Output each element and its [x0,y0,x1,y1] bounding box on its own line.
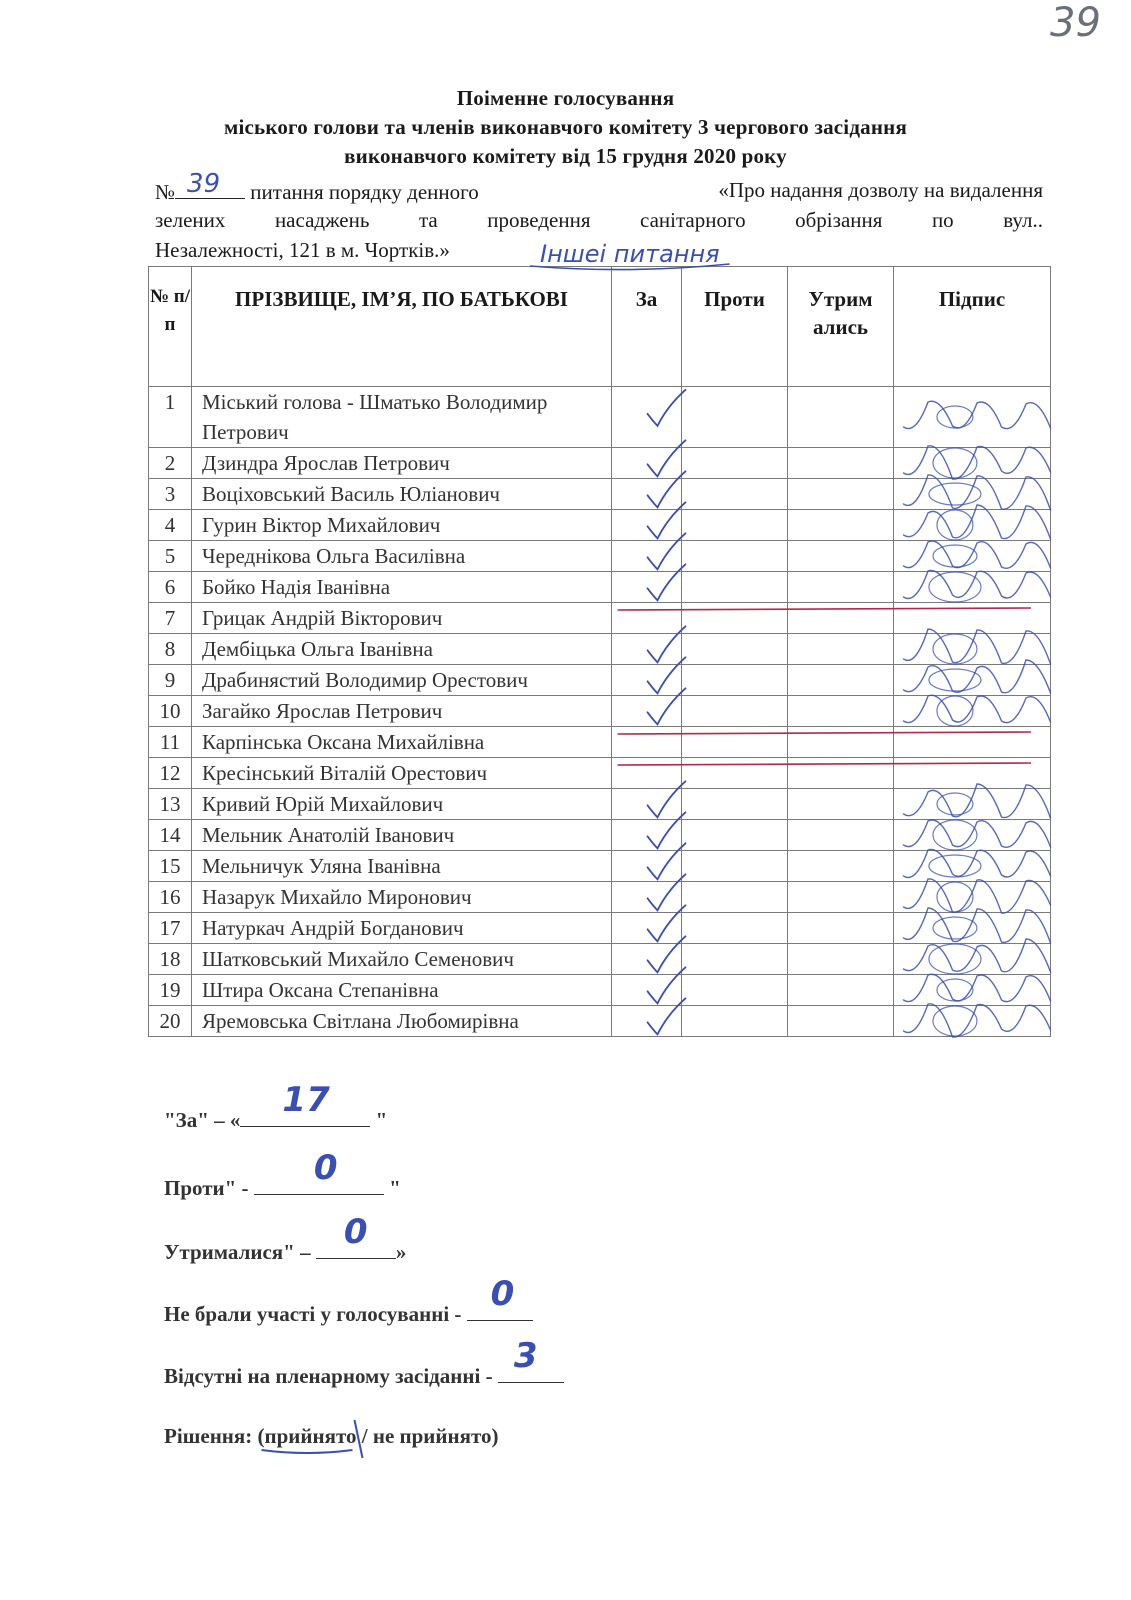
column-header-abstained: Утрим ались [788,267,894,387]
row-number: 8 [149,634,192,665]
vote-for-cell [612,510,682,541]
vote-against-cell [682,696,788,727]
table-row [149,789,1051,820]
row-number: 1 [149,387,192,448]
vote-abstained-cell [788,448,894,479]
vote-against-cell [682,479,788,510]
member-name: Кривий Юрій Михайлович [192,789,612,820]
table-row [149,913,1051,944]
question-word: та [418,208,438,232]
vote-for-cell [612,572,682,603]
member-name: Шатковський Михайло Семенович [192,944,612,975]
vote-abstained-cell [788,944,894,975]
column-header-for: За [612,267,682,387]
row-number: 4 [149,510,192,541]
summary-abstained-label-close: » [395,1240,407,1264]
member-name: Воціховський Василь Юліанович [192,479,612,510]
row-number: 12 [149,758,192,789]
row-number: 16 [149,882,192,913]
row-number: 19 [149,975,192,1006]
table-row [149,634,1051,665]
member-name: Загайко Ярослав Петрович [192,696,612,727]
table-body [149,387,1051,1037]
vote-against-cell [682,603,788,634]
member-name: Дзиндра Ярослав Петрович [192,448,612,479]
signature-cell [894,696,1051,727]
vote-against-cell [682,1006,788,1037]
column-header-full-name: ПРІЗВИЩЕ, ІМ’Я, ПО БАТЬКОВІ [192,267,612,387]
vote-against-cell [682,851,788,882]
question-word: насаджень [274,208,370,232]
vote-for-cell [612,448,682,479]
question-label: питання порядку денного [250,180,479,204]
document-subtitle-2: виконавчого комітету від 15 грудня 2020 року [344,144,787,168]
summary-not-voted-value: 0 [490,1274,515,1314]
row-number: 17 [149,913,192,944]
summary-for-value: 17 [282,1080,330,1120]
row-number: 14 [149,820,192,851]
summary-against-blank [254,1148,384,1195]
summary-for-label-close: " [375,1108,388,1132]
question-line-1 [155,169,1043,206]
row-number: 7 [149,603,192,634]
vote-abstained-cell [788,572,894,603]
signature-cell [894,387,1051,448]
vote-against-cell [682,448,788,479]
vote-against-cell [682,665,788,696]
vote-against-cell [682,727,788,758]
table-row [149,882,1051,913]
signature-cell [894,882,1051,913]
member-name: Мельник Анатолій Іванович [192,820,612,851]
table-row [149,448,1051,479]
member-name: Яремовська Світлана Любомирівна [192,1006,612,1037]
summary-not-voted-label: Не брали участі у голосуванні - [164,1302,462,1326]
row-number: 9 [149,665,192,696]
vote-abstained-cell [788,975,894,1006]
table-header-row [149,267,1051,387]
vote-abstained-cell [788,479,894,510]
summary-for-blank [240,1080,370,1127]
member-name: Грицак Андрій Вікторович [192,603,612,634]
handwritten-note: Іншеі питання [540,240,720,268]
vote-for-cell [612,1006,682,1037]
row-number: 2 [149,448,192,479]
row-number: 18 [149,944,192,975]
summary-abstained [164,1212,407,1265]
signature-cell [894,1006,1051,1037]
vote-against-cell [682,913,788,944]
vote-abstained-cell [788,758,894,789]
vote-for-cell [612,882,682,913]
vote-for-cell [612,913,682,944]
vote-abstained-cell [788,634,894,665]
vote-against-cell [682,944,788,975]
decision-accepted-option: (прийнято [257,1424,357,1448]
summary-absent-blank [498,1336,564,1383]
vote-for-cell [612,851,682,882]
vote-for-cell [612,387,682,448]
table-row [149,665,1051,696]
signature-cell [894,479,1051,510]
summary-against-value: 0 [313,1148,338,1188]
vote-abstained-cell [788,882,894,913]
member-name: Бойко Надія Іванівна [192,572,612,603]
table-row [149,975,1051,1006]
summary-against [164,1148,401,1201]
vote-abstained-cell [788,851,894,882]
signature-cell [894,975,1051,1006]
question-number-group [155,169,479,206]
signature-cell [894,913,1051,944]
signature-cell [894,758,1051,789]
summary-against-label: Проти" - [164,1176,249,1200]
vote-against-cell [682,820,788,851]
row-number: 6 [149,572,192,603]
summary-not-voted-blank [467,1274,533,1321]
table-row [149,479,1051,510]
row-number: 15 [149,851,192,882]
vote-for-cell [612,758,682,789]
table-row [149,510,1051,541]
vote-for-cell [612,696,682,727]
vote-abstained-cell [788,727,894,758]
table-row [149,758,1051,789]
signature-cell [894,603,1051,634]
question-word: проведення [487,208,591,232]
vote-abstained-cell [788,913,894,944]
table-row [149,387,1051,448]
table-row [149,541,1051,572]
vote-for-cell [612,727,682,758]
table-row [149,851,1051,882]
summary-absent [164,1336,564,1389]
row-number: 11 [149,727,192,758]
summary-abstained-label: Утрималися" – [164,1240,311,1264]
summary-absent-value: 3 [513,1336,538,1376]
signature-cell [894,944,1051,975]
vote-for-cell [612,634,682,665]
vote-for-cell [612,944,682,975]
vote-for-cell [612,975,682,1006]
vote-abstained-cell [788,1006,894,1037]
signature-cell [894,665,1051,696]
decision-separator: / [356,1424,373,1448]
decision-rejected-option: не прийнято) [372,1424,499,1448]
question-word: вул.. [1003,208,1043,232]
summary-abstained-value: 0 [343,1212,368,1252]
row-number: 13 [149,789,192,820]
member-name: Череднікова Ольга Василівна [192,541,612,572]
member-name: Натуркач Андрій Богданович [192,913,612,944]
vote-against-cell [682,789,788,820]
table-row [149,696,1051,727]
table-row [149,603,1051,634]
table-row [149,820,1051,851]
question-word: санітарного [640,208,746,232]
vote-for-cell [612,603,682,634]
signature-cell [894,820,1051,851]
vote-abstained-cell [788,665,894,696]
vote-abstained-cell [788,820,894,851]
signature-cell [894,851,1051,882]
question-number-prefix: № [155,180,176,204]
vote-abstained-cell [788,603,894,634]
summary-against-label-close: " [389,1176,401,1200]
vote-abstained-cell [788,696,894,727]
vote-against-cell [682,975,788,1006]
member-name: Назарук Михайло Миронович [192,882,612,913]
vote-for-cell [612,665,682,696]
summary-for [164,1080,388,1133]
signature-cell [894,510,1051,541]
signature-cell [894,789,1051,820]
vote-abstained-cell [788,510,894,541]
row-number: 5 [149,541,192,572]
signature-cell [894,448,1051,479]
question-word: обрізання [795,208,883,232]
vote-against-cell [682,541,788,572]
vote-against-cell [682,510,788,541]
document-title: Поіменне голосування [456,86,675,110]
summary-decision-label: Рішення: [164,1424,253,1448]
vote-for-cell [612,479,682,510]
signature-cell [894,541,1051,572]
member-name: Драбинястий Володимир Орестович [192,665,612,696]
vote-abstained-cell [788,789,894,820]
table-row [149,1006,1051,1037]
member-name: Міський голова - Шматько Володимир Петрович [192,387,612,448]
page-number-handwritten: 39 [1050,0,1101,46]
summary-absent-label: Відсутні на пленарному засіданні - [164,1364,493,1388]
column-header-signature: Підпис [894,267,1051,387]
member-name: Мельничук Уляна Іванівна [192,851,612,882]
question-number-handwritten: 39 [187,169,221,199]
column-header-against: Проти [682,267,788,387]
table-row [149,572,1051,603]
question-line-2 [155,206,1043,234]
question-word: по [931,208,954,232]
vote-for-cell [612,541,682,572]
vote-abstained-cell [788,387,894,448]
signature-cell [894,727,1051,758]
member-name: Карпінська Оксана Михайлівна [192,727,612,758]
member-name: Штира Оксана Степанівна [192,975,612,1006]
row-number: 10 [149,696,192,727]
question-line-3: Незалежності, 121 в м. Чортків.» [155,238,450,262]
summary-not-voted [164,1274,533,1327]
document-subtitle-1: міського голови та членів виконавчого комітету 3 чергового засідання [223,115,908,139]
roll-call-vote-table [148,266,1051,1037]
row-number: 3 [149,479,192,510]
decision-underline [262,1450,353,1453]
vote-against-cell [682,387,788,448]
question-word: зелених [155,208,226,232]
member-name: Кресінський Віталій Орестович [192,758,612,789]
signature-cell [894,572,1051,603]
member-name: Дембіцька Ольга Іванівна [192,634,612,665]
summary-decision [164,1424,499,1449]
member-name: Гурин Віктор Михайлович [192,510,612,541]
vote-for-cell [612,789,682,820]
column-header-number: № п/ п [149,267,192,387]
question-number-blank [175,169,245,199]
summary-for-label: "За" – « [164,1108,241,1132]
summary-abstained-blank [316,1212,396,1259]
vote-against-cell [682,882,788,913]
vote-against-cell [682,634,788,665]
question-title-start: «Про надання дозволу на видалення [718,178,1043,202]
vote-against-cell [682,758,788,789]
signature-cell [894,634,1051,665]
table-row [149,944,1051,975]
row-number: 20 [149,1006,192,1037]
table-row [149,727,1051,758]
vote-against-cell [682,572,788,603]
vote-for-cell [612,820,682,851]
vote-abstained-cell [788,541,894,572]
